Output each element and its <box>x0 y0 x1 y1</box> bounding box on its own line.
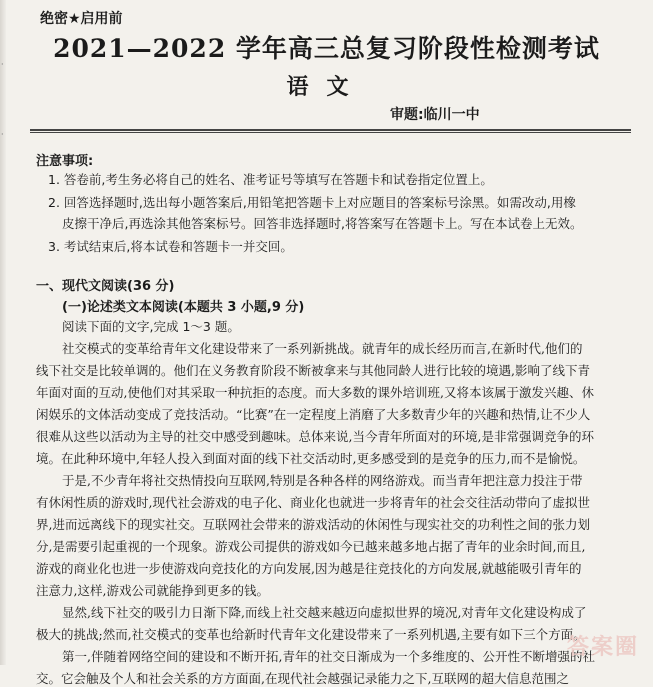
notice-item-continued: 皮擦干净后,再选涂其他答案标号。回答非选择题时,将答案写在答题卡上。写在本试卷上无效。 <box>62 216 583 231</box>
passage-line: 很难从这些以活动为主导的社交中感受到趣味。总体来说,当今青年所面对的环境,是非常强调竞争的环 <box>36 429 594 444</box>
passage-line: 交。它会触及个人和社会关系的方方面面,在现代社会越强记录能力之下,互联网的超大信息范围之 <box>36 671 569 686</box>
notice-title: 注意事项: <box>36 154 94 169</box>
passage-line: 注意力,这样,游戏公司就能挣到更多的钱。 <box>36 583 269 598</box>
section-title: 一、现代文阅读(36 分) <box>36 279 175 294</box>
subject-title: 语文 <box>286 74 367 100</box>
passage-line: 于是,不少青年将社交热情投向互联网,特别是各种各样的网络游戏。而当青年把注意力投注于带 <box>62 473 583 488</box>
watermark-logo: 答案圈 <box>566 635 639 660</box>
reading-instruction: 阅读下面的文字,完成 1～3 题。 <box>62 319 240 334</box>
header-divider <box>30 129 631 131</box>
review-info: 审题:临川一中 <box>390 107 480 123</box>
notice-item: 3. 考试结束后,将本试卷和答题卡一并交回。 <box>48 239 293 254</box>
exam-title: 2021—2022 学年高三总复习阶段性检测考试 <box>53 34 600 63</box>
passage-line: 社交模式的变革给青年文化建设带来了一系列新挑战。就青年的成长经历而言,在新时代,他们的 <box>62 341 583 356</box>
passage-line: 显然,线下社交的吸引力日渐下降,而线上社交越来越迈向虚拟世界的境况,对青年文化建设构成了 <box>62 605 587 620</box>
passage-line: 有休闲性质的游戏时,现代社会游戏的电子化、商业化也就进一步将青年的社会交往活动带向了虚拟世 <box>36 495 590 510</box>
passage-line: 境。在此种环境中,年轻人投入到面对面的线下社交活动时,更多感受到的是竞争的压力,而不是愉悦。 <box>36 451 586 466</box>
passage-line: 第一,伴随着网络空间的建设和不断开拓,青年的社交日渐成为一个多维度的、公开性不断增强的社 <box>62 649 595 664</box>
notice-item: 1. 答卷前,考生务必将自己的姓名、准考证号等填写在答题卡和试卷指定位置上。 <box>48 172 493 187</box>
passage-line: 线下社交是比较单调的。他们在义务教育阶段不断被拿来与其他同龄人进行比较的境遇,影响了线下青 <box>36 363 590 378</box>
passage-line: 分,是需要引起重视的一个现象。游戏公司提供的游戏如今已越来越多地占据了青年的业余时间,而且, <box>36 539 586 554</box>
binding-mark: · <box>1 130 4 139</box>
passage-line: 闲娱乐的文体活动变成了竞技活动。“比赛”在一定程度上消磨了大多数青少年的兴趣和热情,让不少人 <box>36 407 591 422</box>
subsection-title: (一)论述类文本阅读(本题共 3 小题,9 分) <box>62 300 305 315</box>
notice-item: 2. 回答选择题时,选出每小题答案后,用铅笔把答题卡上对应题目的答案标号涂黑。如需改动,用橡 <box>48 195 576 210</box>
passage-line: 界,进而远离线下的现实社交。互联网社会带来的游戏活动的休闲性与现实社交的功利性之间的张力划 <box>36 517 590 532</box>
passage-line: 游戏的商业化也进一步使游戏向竞技化的方向发展,因为越是往竞技化的方向发展,就越能吸引青年的 <box>36 561 582 576</box>
passage-line: 年面对面的互动,使他们对其采取一种抗拒的态度。而大多数的课外培训班,又将本该属于激发兴趣、休 <box>36 385 594 400</box>
binding-mark: · <box>1 60 4 69</box>
passage-line: 极大的挑战;然而,社交模式的变革也给新时代青年文化建设带来了一系列机遇,主要有如下三个方面。 <box>36 627 586 642</box>
header-divider-thin <box>30 132 631 133</box>
secret-label: 绝密★启用前 <box>40 11 123 27</box>
